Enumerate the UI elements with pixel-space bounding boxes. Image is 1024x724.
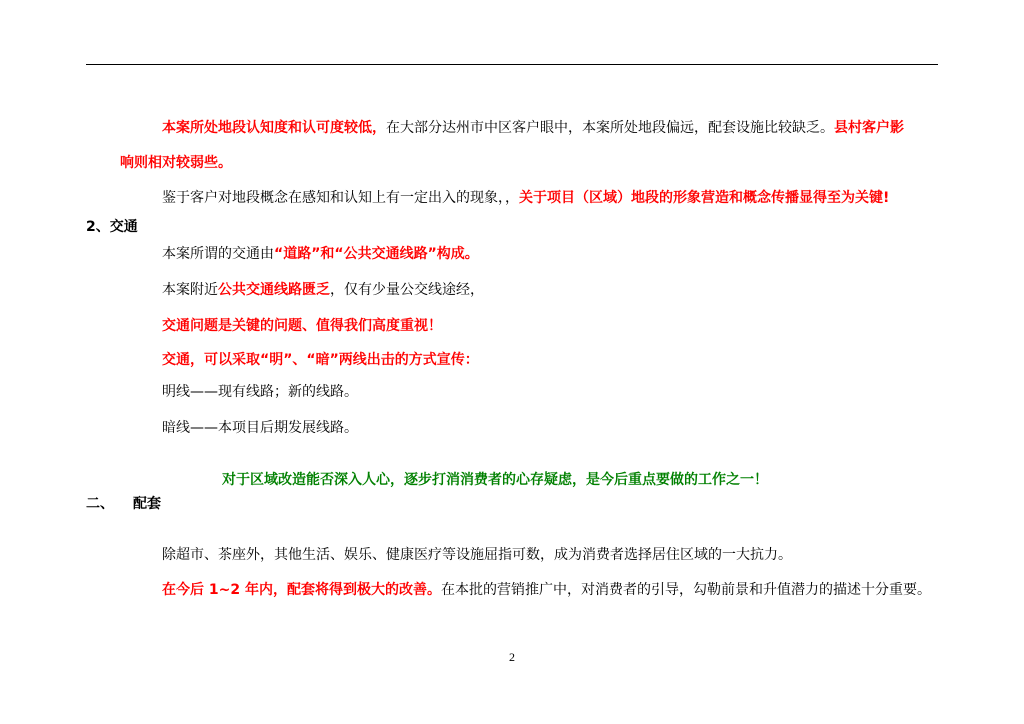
facilities-line1: 除超市、茶座外，其他生活、娱乐、健康医疗等设施屈指可数，成为消费者选择居住区域的一大抗力。 [162, 547, 792, 563]
para1-line1 [162, 119, 904, 137]
para2-highlight: 关于项目（区域）地段的形象营造和概念传播显得至为关键! [519, 190, 890, 206]
traffic-line4: 交通，可以采取“明”、“暗”两线出击的方式宣传： [162, 352, 479, 368]
traffic-line3: 交通问题是关键的问题、值得我们高度重视！ [162, 318, 442, 334]
para1-text: 在大部分达州市中区客户眼中，本案所处地段偏远，配套设施比较缺乏。 [386, 120, 834, 136]
facilities-line2-text: 在本批的营销推广中，对消费者的引导，勾勒前景和升值潜力的描述十分重要。 [440, 582, 931, 598]
para1-highlight-awareness: 本案所处地段认知度和认可度较低， [162, 120, 386, 136]
traffic-line1-text: 本案所谓的交通由 [162, 246, 274, 262]
traffic-line2-highlight: 公共交通线路匮乏 [218, 282, 330, 298]
traffic-line5: 明线——现有线路；新的线路。 [162, 384, 358, 400]
header-rule [86, 64, 938, 65]
traffic-line2-text-a: 本案附近 [162, 282, 218, 298]
summary-statement: 对于区域改造能否深入人心，逐步打消消费者的心存疑虑，是今后重点要做的工作之一！ [222, 472, 768, 488]
heading-facilities-title: 配套 [133, 496, 161, 512]
heading-traffic: 2、交通 [86, 219, 138, 235]
para2-line [162, 189, 889, 207]
facilities-line2 [162, 581, 931, 599]
traffic-line2-text-b: ，仅有少量公交线途经， [330, 282, 484, 298]
heading-facilities-number: 二、 [86, 496, 114, 512]
facilities-highlight: 在今后 1~2 年内，配套将得到极大的改善。 [162, 582, 441, 598]
traffic-line1-highlight: “道路”和“公共交通线路”构成。 [274, 246, 479, 262]
page-number: 2 [509, 650, 515, 664]
para1-highlight-weak: 响则相对较弱些。 [120, 155, 232, 171]
traffic-line2 [162, 281, 484, 299]
para1-highlight-county: 县村客户影 [834, 120, 904, 136]
para2-text: 鉴于客户对地段概念在感知和认知上有一定出入的现象，， [162, 190, 519, 206]
para1-line2 [120, 154, 232, 172]
traffic-line1 [162, 245, 479, 263]
traffic-line6: 暗线——本项目后期发展线路。 [162, 420, 358, 436]
